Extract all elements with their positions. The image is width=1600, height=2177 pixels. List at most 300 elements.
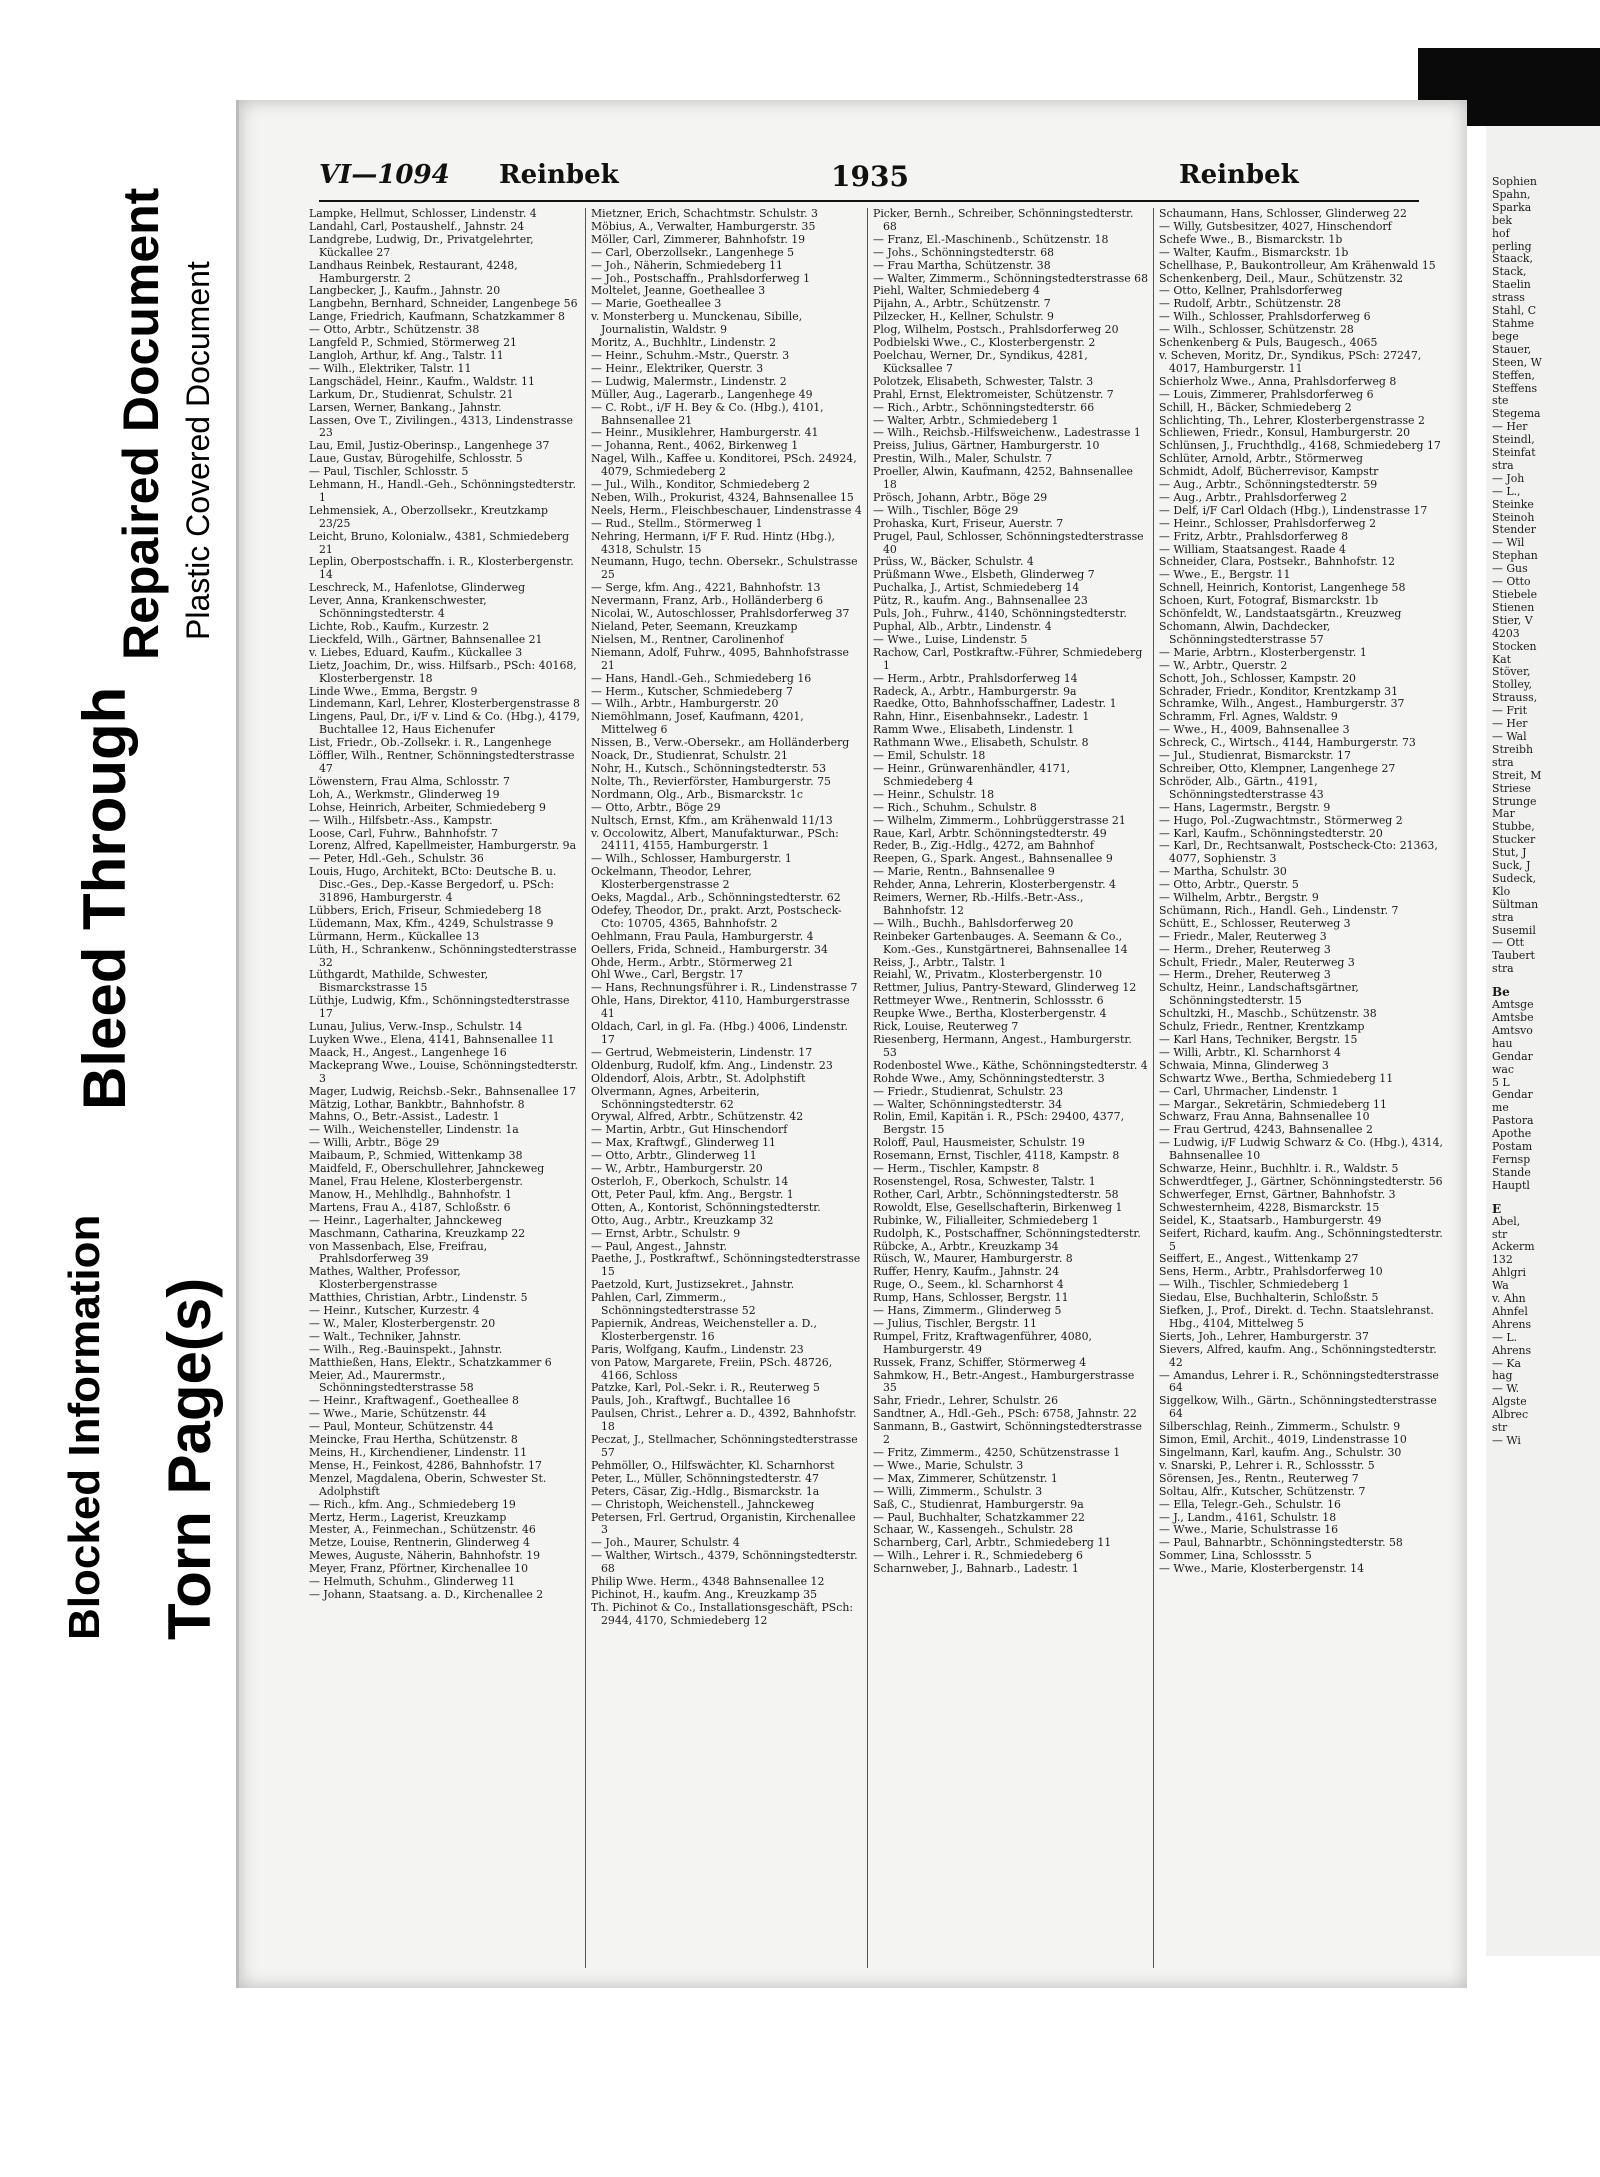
- directory-entry: — Wilh., Lehrer i. R., Schmiedeberg 6: [873, 1549, 1083, 1563]
- directory-entry: Simon, Emil, Archit., 4019, Lindenstrasse 10: [1159, 1433, 1407, 1447]
- next-page-entry: 4203: [1492, 626, 1520, 640]
- directory-entry: — Amandus, Lehrer i. R., Schönningstedterstrasse 64: [1159, 1368, 1439, 1395]
- directory-entry: — Hans, Zimmerm., Glinderweg 5: [873, 1304, 1062, 1318]
- directory-entry: — Wilh., Arbtr., Hamburgerstr. 20: [591, 697, 779, 711]
- next-page-entry: ste: [1492, 394, 1509, 408]
- directory-entry: Puls, Joh., Fuhrw., 4140, Schönningstedterstr.: [873, 607, 1127, 621]
- next-page-entry: Stut, J: [1492, 846, 1527, 860]
- directory-entry: Langfeld P., Schmied, Störmerweg 21: [309, 336, 517, 350]
- directory-entry: Schultzki, H., Maschb., Schützenstr. 38: [1159, 1007, 1377, 1021]
- directory-entry: — Hans, Handl.-Geh., Schmiedeberg 16: [591, 671, 812, 685]
- directory-entry: — Otto, Arbtr., Böge 29: [591, 800, 721, 814]
- directory-entry: — Joh., Näherin, Schmiedeberg 11: [591, 258, 783, 272]
- directory-entry: — Wwe., Luise, Lindenstr. 5: [873, 632, 1028, 646]
- directory-entry: — Johanna, Rent., 4062, Birkenweg 1: [591, 439, 799, 453]
- directory-entry: Leschreck, M., Hafenlotse, Glinderweg: [309, 581, 526, 595]
- next-page-entry: stra: [1492, 755, 1514, 769]
- directory-entry: Nultsch, Ernst, Kfm., am Krähenwald 11/13: [591, 813, 833, 827]
- directory-entry: Landahl, Carl, Postaushelf., Jahnstr. 24: [309, 219, 525, 233]
- directory-entry: Nicolai, W., Autoschlosser, Prahlsdorferweg 37: [591, 607, 850, 621]
- next-page-entry: Stauer,: [1492, 342, 1532, 356]
- next-page-entry: Striese: [1492, 781, 1532, 795]
- next-page-entry: Abel,: [1492, 1214, 1521, 1228]
- directory-entry: Oellers, Frida, Schneid., Hamburgerstr. 34: [591, 942, 828, 956]
- directory-entry: Noack, Dr., Studienrat, Schulstr. 21: [591, 749, 788, 763]
- directory-entry: Schwerfeger, Ernst, Gärtner, Bahnhofstr. 3: [1159, 1187, 1396, 1201]
- directory-entry: — Wilh., Elektriker, Talstr. 11: [309, 361, 472, 375]
- directory-entry: Moltelet, Jeanne, Goetheallee 3: [591, 284, 766, 298]
- directory-entry: — Otto, Arbtr., Schützenstr. 38: [309, 323, 480, 337]
- directory-entry: — Wilh., Hilfsbetr.-Ass., Kampstr.: [309, 813, 493, 827]
- directory-entry: Petersen, Frl. Gertrud, Organistin, Kirchenallee 3: [591, 1510, 856, 1537]
- directory-entry: Neben, Wilh., Prokurist, 4324, Bahnsenallee 15: [591, 490, 854, 504]
- next-page-entry: Apothe: [1492, 1127, 1532, 1141]
- directory-entry: — Wilh., Reichsb.-Hilfsweichenw., Ladestrasse 1: [873, 426, 1141, 440]
- directory-entry: Sens, Herm., Arbtr., Prahlsdorferweg 10: [1159, 1265, 1383, 1279]
- directory-entry: Schulz, Friedr., Rentner, Krentzkamp: [1159, 1020, 1365, 1034]
- directory-entry: — Wilh., Buchh., Bahlsdorferweg 20: [873, 916, 1074, 930]
- directory-column-3: [873, 208, 1149, 1968]
- directory-entry: — Herm., Dreher, Reuterweg 3: [1159, 942, 1331, 956]
- directory-entry: — Willi, Arbtr., Kl. Scharnhorst 4: [1159, 1045, 1341, 1059]
- next-page-entry: stra: [1492, 962, 1514, 976]
- directory-entry: von Massenbach, Else, Freifrau, Prahlsdorferweg 39: [309, 1239, 488, 1266]
- next-page-entry: stra: [1492, 458, 1514, 472]
- directory-entry: — Rich., Arbtr., Schönningstedterstr. 66: [873, 400, 1095, 414]
- directory-entry: Manow, H., Mehlhdlg., Bahnhofstr. 1: [309, 1187, 512, 1201]
- next-page-entry: Spahn,: [1492, 187, 1531, 201]
- directory-entry: Nielsen, M., Rentner, Carolinenhof: [591, 632, 784, 646]
- directory-entry: Rohde Wwe., Amy, Schönningstedterstr. 3: [873, 1071, 1105, 1085]
- directory-entry: Nissen, B., Verw.-Obersekr., am Holländerberg: [591, 736, 850, 750]
- directory-entry: — Jul., Studienrat, Bismarckstr. 17: [1159, 749, 1351, 763]
- next-page-entry: Staack,: [1492, 252, 1533, 266]
- directory-entry: Rüsch, W., Maurer, Hamburgerstr. 8: [873, 1252, 1073, 1266]
- directory-entry: Siggelkow, Wilh., Gärtn., Schönningstedterstrasse 64: [1159, 1394, 1437, 1421]
- column-divider: [585, 208, 586, 1968]
- directory-entry: Martens, Frau A., 4187, Schloßstr. 6: [309, 1200, 511, 1214]
- directory-entry: Lindemann, Karl, Lehrer, Klosterbergenstrasse 8: [309, 697, 580, 711]
- next-page-entry: Stöver,: [1492, 665, 1531, 679]
- next-page-entry: Stocken: [1492, 639, 1537, 653]
- directory-entry: Schütt, E., Schlosser, Reuterweg 3: [1159, 916, 1351, 930]
- directory-entry: Linde Wwe., Emma, Bergstr. 9: [309, 684, 478, 698]
- directory-entry: Rettmer, Julius, Pantry-Steward, Glinderweg 12: [873, 981, 1137, 995]
- directory-entry: Roloff, Paul, Hausmeister, Schulstr. 19: [873, 1136, 1085, 1150]
- directory-entry: — C. Robt., i/F H. Bey & Co. (Hbg.), 4101, Bahnsenallee 21: [591, 400, 824, 427]
- directory-entry: Piehl, Walter, Schmiedeberg 4: [873, 284, 1040, 298]
- directory-entry: Rehder, Anna, Lehrerin, Klosterbergenstr. 4: [873, 878, 1116, 892]
- bleed-through-label: Bleed Through: [71, 686, 138, 1110]
- directory-entry: — Wilhelm, Zimmerm., Lohbrüggerstrasse 21: [873, 813, 1126, 827]
- directory-entry: — Helmuth, Schuhm., Glinderweg 11: [309, 1575, 516, 1589]
- directory-entry: Lübbers, Erich, Friseur, Schmiedeberg 18: [309, 903, 542, 917]
- next-page-entry: wac: [1492, 1062, 1514, 1076]
- directory-entry: Rother, Carl, Arbtr., Schönningstedterstr. 58: [873, 1187, 1119, 1201]
- directory-entry: — Karl, Kaufm., Schönningstedterstr. 20: [1159, 826, 1383, 840]
- directory-entry: Lunau, Julius, Verw.-Insp., Schulstr. 14: [309, 1020, 523, 1034]
- directory-entry: Mertz, Herm., Lagerist, Kreuzkamp: [309, 1510, 507, 1524]
- directory-entry: Sommer, Lina, Schlossstr. 5: [1159, 1549, 1312, 1563]
- directory-entry: Soltau, Alfr., Kutscher, Schützenstr. 7: [1159, 1484, 1366, 1498]
- directory-entry: Mackeprang Wwe., Louise, Schönningstedterstr. 3: [309, 1058, 578, 1085]
- directory-entry: — Heinr., Schlosser, Prahlsdorferweg 2: [1159, 516, 1377, 530]
- directory-entry: Niemann, Adolf, Fuhrw., 4095, Bahnhofstrasse 21: [591, 645, 849, 672]
- next-page-entry: Stahme: [1492, 316, 1535, 330]
- directory-entry: Moritz, A., Buchhltr., Lindenstr. 2: [591, 336, 777, 350]
- next-page-entry: Be: [1492, 985, 1510, 1000]
- next-page-entry: Stolley,: [1492, 678, 1532, 692]
- directory-entry: Peczat, J., Stellmacher, Schönningstedterstrasse 57: [591, 1433, 858, 1459]
- next-page-entry: — Frit: [1492, 704, 1527, 718]
- directory-entry: — Louis, Zimmerer, Prahlsdorferweg 6: [1159, 387, 1374, 401]
- directory-entry: Rahn, Hinr., Eisenbahnsekr., Ladestr. 1: [873, 710, 1090, 724]
- directory-entry: Puphal, Alb., Arbtr., Lindenstr. 4: [873, 620, 1052, 633]
- directory-entry: Sahmkow, H., Betr.-Angest., Hamburgerstrasse 35: [873, 1368, 1135, 1395]
- directory-entry: Nieland, Peter, Seemann, Kreuzkamp: [591, 620, 798, 633]
- directory-entry: Olvermann, Agnes, Arbeiterin, Schönningstedterstr. 62: [591, 1084, 760, 1111]
- directory-entry: Schwarz, Frau Anna, Bahnsenallee 10: [1159, 1110, 1370, 1124]
- directory-entry: Maschmann, Catharina, Kreuzkamp 22: [309, 1226, 526, 1240]
- directory-entry: v. Scheven, Moritz, Dr., Syndikus, PSch: 27247, 4017, Hamburgerstr. 11: [1159, 348, 1422, 375]
- directory-entry: Ramm Wwe., Elisabeth, Lindenstr. 1: [873, 723, 1075, 737]
- directory-entry: — Walt., Techniker, Jahnstr.: [309, 1329, 462, 1343]
- directory-entry: — Wwe., H., 4009, Bahnsenallee 3: [1159, 723, 1350, 737]
- top-margin: [0, 0, 1600, 48]
- directory-entry: — Rich., kfm. Ang., Schmiedeberg 19: [309, 1497, 516, 1511]
- directory-entry: Louis, Hugo, Architekt, BCto: Deutsche B. u. Disc.-Ges., Dep.-Kasse Bergedorf, u. PSch: 31896, Hamburgerstr. 4: [309, 865, 557, 905]
- directory-entry: — Ludwig, i/F Ludwig Schwarz & Co. (Hbg.), 4314, Bahnsenallee 10: [1159, 1136, 1443, 1163]
- next-page-entry: Steen, W: [1492, 355, 1542, 369]
- next-page-entry: Mar: [1492, 807, 1515, 821]
- directory-entry: Maibaum, P., Schmied, Wittenkamp 38: [309, 1149, 523, 1163]
- next-page-entry: str: [1492, 1227, 1508, 1241]
- next-page-entry: — Wil: [1492, 536, 1525, 550]
- directory-column-1: [309, 208, 581, 1968]
- next-page-entry: — L.: [1492, 1330, 1518, 1344]
- header-year: 1935: [831, 160, 909, 193]
- directory-entry: Russek, Franz, Schiffer, Störmerweg 4: [873, 1355, 1087, 1369]
- next-page-entry: hof: [1492, 226, 1510, 240]
- blocked-information-label: Blocked Information: [60, 1214, 109, 1640]
- directory-entry: — Friedr., Studienrat, Schulstr. 23: [873, 1084, 1063, 1098]
- directory-entry: Schill, H., Bäcker, Schmiedeberg 2: [1159, 400, 1352, 414]
- directory-entry: Schierholz Wwe., Anna, Prahlsdorferweg 8: [1159, 374, 1397, 388]
- directory-entry: Lietz, Joachim, Dr., wiss. Hilfsarb., PSch: 40168, Klosterbergenstr. 18: [309, 658, 577, 685]
- directory-entry: Prüss, W., Bäcker, Schulstr. 4: [873, 555, 1034, 569]
- directory-entry: — Rud., Stellm., Störmerweg 1: [591, 516, 763, 530]
- directory-entry: Prugel, Paul, Schlosser, Schönningstedterstrasse 40: [873, 529, 1144, 556]
- directory-entry: Proeller, Alwin, Kaufmann, 4252, Bahnsenallee 18: [873, 465, 1133, 492]
- directory-entry: Rumpel, Fritz, Kraftwagenführer, 4080, Hamburgerstr. 49: [873, 1329, 1092, 1356]
- directory-entry: Loose, Carl, Fuhrw., Bahnhofstr. 7: [309, 826, 498, 840]
- directory-entry: Nohr, H., Kutsch., Schönningstedterstr. 53: [591, 761, 827, 775]
- directory-entry: — Heinr., Kraftwagenf., Goetheallee 8: [309, 1394, 519, 1408]
- directory-entry: — Herm., Dreher, Reuterweg 3: [1159, 968, 1331, 982]
- directory-entry: — Joh., Maurer, Schulstr. 4: [591, 1536, 740, 1550]
- directory-column-4: [1159, 208, 1445, 1968]
- directory-entry: Schaumann, Hans, Schlosser, Glinderweg 22: [1159, 208, 1407, 220]
- directory-entry: v. Monsterberg u. Munckenau, Sibille, Journalistin, Waldstr. 9: [591, 310, 803, 337]
- next-page-entry: Stucker: [1492, 833, 1536, 847]
- directory-entry: von Patow, Margarete, Freiin, PSch. 48726, 4166, Schloss: [591, 1355, 833, 1382]
- directory-entry: — Frau Gertrud, 4243, Bahnsenallee 2: [1159, 1123, 1373, 1137]
- directory-entry: — Marie, Arbtrn., Klosterbergenstr. 1: [1159, 645, 1367, 659]
- directory-entry: — Walter, Kaufm., Bismarckstr. 1b: [1159, 245, 1349, 259]
- directory-entry: Paetzold, Kurt, Justizsekret., Jahnstr.: [591, 1278, 795, 1292]
- next-page-entry: Stegema: [1492, 407, 1541, 421]
- directory-entry: — Fritz, Zimmerm., 4250, Schützenstrasse 1: [873, 1446, 1121, 1459]
- directory-entry: Saß, C., Studienrat, Hamburgerstr. 9a: [873, 1497, 1084, 1511]
- directory-entry: — Paul, Bahnarbtr., Schönningstedterstr. 58: [1159, 1536, 1403, 1550]
- directory-entry: Prohaska, Kurt, Friseur, Auerstr. 7: [873, 516, 1064, 530]
- directory-entry: Löwenstern, Frau Alma, Schlosstr. 7: [309, 774, 510, 788]
- column-divider: [1153, 208, 1154, 1968]
- directory-entry: Matthies, Christian, Arbtr., Lindenstr. 5: [309, 1291, 528, 1305]
- directory-entry: — Wwe., Marie, Schützenstr. 44: [309, 1407, 487, 1421]
- directory-entry: — Heinr., Elektriker, Querstr. 3: [591, 361, 764, 375]
- directory-entry: Langbecker, J., Kaufm., Jahnstr. 20: [309, 284, 501, 298]
- next-page-entry: Stephan: [1492, 549, 1538, 563]
- directory-entry: Schultz, Heinr., Landschaftsgärtner, Schönningstedterstr. 15: [1159, 981, 1359, 1008]
- directory-entry: Singelmann, Karl, kaufm. Ang., Schulstr. 30: [1159, 1446, 1402, 1459]
- directory-entry: Lüthje, Ludwig, Kfm., Schönningstedterstrasse 17: [309, 994, 570, 1021]
- directory-entry: Prestin, Wilh., Maler, Schulstr. 7: [873, 452, 1053, 466]
- directory-entry: Schliewen, Friedr., Konsul, Hamburgerstr. 20: [1159, 426, 1411, 440]
- directory-entry: Schmidt, Adolf, Bücherrevisor, Kampstr: [1159, 465, 1379, 479]
- directory-entry: Oehlmann, Frau Paula, Hamburgerstr. 4: [591, 929, 814, 943]
- next-page-entry: Staelin: [1492, 278, 1531, 292]
- directory-entry: Oeks, Magdal., Arb., Schönningstedterstr. 62: [591, 891, 841, 905]
- directory-entry: — Ella, Telegr.-Geh., Schulstr. 16: [1159, 1497, 1341, 1511]
- directory-entry: Philip Wwe. Herm., 4348 Bahnsenallee 12: [591, 1575, 825, 1589]
- directory-entry: — Wwe., Marie, Schulstr. 3: [873, 1458, 1024, 1472]
- directory-entry: — Herm., Kutscher, Schmiedeberg 7: [591, 684, 793, 698]
- plastic-covered-label: Plastic Covered Document: [180, 261, 216, 640]
- directory-entry: Lange, Friedrich, Kaufmann, Schatzkammer 8: [309, 310, 565, 324]
- directory-entry: — Wwe., E., Bergstr. 11: [1159, 568, 1291, 582]
- directory-entry: Scharnweber, J., Bahnarb., Ladestr. 1: [873, 1562, 1079, 1576]
- directory-entry: Lingens, Paul, Dr., i/F v. Lind & Co. (Hbg.), 4179, Buchtallee 12, Haus Eichenufer: [309, 710, 580, 737]
- directory-entry: Manel, Frau Helene, Klosterbergenstr.: [309, 1174, 523, 1188]
- directory-entry: — Wwe., Marie, Schulstrasse 16: [1159, 1523, 1339, 1537]
- directory-entry: — Paul, Tischler, Schlosstr. 5: [309, 465, 469, 479]
- directory-entry: Poelchau, Werner, Dr., Syndikus, 4281, Kücksallee 7: [873, 348, 1088, 375]
- next-page-entry: Steinfat: [1492, 446, 1536, 460]
- directory-entry: — Jul., Wilh., Konditor, Schmiedeberg 2: [591, 478, 810, 492]
- directory-entry: Pehmöller, O., Hilfswächter, Kl. Scharnhorst: [591, 1458, 835, 1472]
- directory-entry: Reiahl, W., Privatm., Klosterbergenstr. 10: [873, 968, 1103, 982]
- directory-entry: Pütz, R., kaufm. Ang., Bahnsenallee 23: [873, 594, 1088, 608]
- next-page-entry: — Her: [1492, 717, 1528, 731]
- next-page-entry: Ahrens: [1492, 1343, 1532, 1357]
- directory-entry: Rosenstengel, Rosa, Schwester, Talstr. 1: [873, 1174, 1096, 1188]
- directory-entry: Reepen, G., Spark. Angest., Bahnsenallee 9: [873, 852, 1113, 866]
- directory-entry: Lüdemann, Max, Kfm., 4249, Schulstrasse 9: [309, 916, 554, 930]
- directory-entry: Sörensen, Jes., Rentn., Reuterweg 7: [1159, 1471, 1359, 1485]
- directory-entry: Schellhase, P., Baukontrolleur, Am Krähenwald 15: [1159, 258, 1436, 272]
- directory-entry: Leplin, Oberpostschaffn. i. R., Klosterbergenstr. 14: [309, 555, 574, 582]
- directory-entry: — Walter, Zimmerm., Schönningstedterstrasse 68: [873, 271, 1149, 285]
- directory-entry: — Otto, Kellner, Prahlsdorferweg: [1159, 284, 1343, 298]
- directory-entry: — Marie, Rentn., Bahnsenallee 9: [873, 865, 1055, 879]
- directory-entry: Lau, Emil, Justiz-Oberinsp., Langenhege 37: [309, 439, 550, 453]
- directory-entry: Nevermann, Franz, Arb., Holländerberg 6: [591, 594, 824, 608]
- next-page-entry: Amtsbe: [1492, 1011, 1534, 1024]
- next-page-entry: Sophien: [1492, 175, 1537, 188]
- directory-entry: — Serge, kfm. Ang., 4221, Bahnhofstr. 13: [591, 581, 821, 595]
- directory-entry: — Otto, Arbtr., Glinderweg 11: [591, 1149, 757, 1163]
- next-page-column-fragment: [1492, 176, 1600, 1448]
- next-page-entry: Stubbe,: [1492, 820, 1535, 834]
- directory-entry: Schneider, Clara, Postsekr., Bahnhofstr. 12: [1159, 555, 1396, 569]
- directory-entry: Mester, A., Feinmechan., Schützenstr. 46: [309, 1523, 536, 1537]
- next-page-entry: Klo: [1492, 884, 1511, 898]
- directory-entry: Schlichting, Th., Lehrer, Klosterbergenstrasse 2: [1159, 413, 1425, 427]
- running-header: [319, 160, 1419, 202]
- directory-entry: Neels, Herm., Fleischbeschauer, Lindenstrasse 4: [591, 503, 862, 517]
- next-page-entry: Gendar: [1492, 1088, 1533, 1102]
- directory-entry: Paris, Wolfgang, Kaufm., Lindenstr. 23: [591, 1342, 804, 1356]
- directory-entry: Schröder, Alb., Gärtn., 4191, Schönningstedterstrasse 43: [1159, 774, 1324, 801]
- directory-entry: — Peter, Hdl.-Geh., Schulstr. 36: [309, 852, 484, 866]
- directory-entry: Lehmensiek, A., Oberzollsekr., Kreutzkamp 23/25: [309, 503, 548, 530]
- directory-entry: Mahns, O., Betr.-Assist., Ladestr. 1: [309, 1110, 500, 1124]
- directory-entry: — William, Staatsangest. Raade 4: [1159, 542, 1346, 556]
- directory-entry: Pijahn, A., Arbtr., Schützenstr. 7: [873, 297, 1051, 311]
- directory-entry: Rübcke, A., Arbtr., Kreuzkamp 34: [873, 1239, 1059, 1253]
- next-page-entry: Stiebele: [1492, 588, 1538, 601]
- next-page-entry: Stack,: [1492, 265, 1527, 279]
- directory-entry: Schnell, Heinrich, Kontorist, Langenhege 58: [1159, 581, 1406, 595]
- directory-entry: Ott, Peter Paul, kfm. Ang., Bergstr. 1: [591, 1187, 794, 1201]
- directory-entry: Laue, Gustav, Bürogehilfe, Schlosstr. 5: [309, 452, 523, 466]
- directory-entry: Schomann, Alwin, Dachdecker, Schönningstedterstrasse 57: [1159, 620, 1331, 646]
- next-page-entry: Stender: [1492, 523, 1536, 537]
- directory-entry: — Delf, i/F Carl Oldach (Hbg.), Lindenstrasse 17: [1159, 503, 1428, 517]
- directory-entry: — Herm., Tischler, Kampstr. 8: [873, 1162, 1040, 1176]
- directory-entry: Schefe Wwe., B., Bismarckstr. 1b: [1159, 232, 1343, 246]
- directory-entry: Rubinke, W., Filialleiter, Schmiedeberg 1: [873, 1213, 1099, 1227]
- directory-entry: Preiss, Julius, Gärtner, Hamburgerstr. 10: [873, 439, 1100, 453]
- directory-entry: Seidel, K., Staatsarb., Hamburgerstr. 49: [1159, 1213, 1382, 1227]
- directory-entry: Mathes, Walther, Professor, Klosterbergenstrasse: [309, 1265, 461, 1292]
- directory-entry: Rachow, Carl, Postkraftw.-Führer, Schmiedeberg 1: [873, 645, 1143, 672]
- directory-entry: Paethe, J., Postkraftwf., Schönningstedterstrasse 15: [591, 1252, 861, 1279]
- directory-entry: Rettmeyer Wwe., Rentnerin, Schlossstr. 6: [873, 994, 1104, 1008]
- next-page-entry: Gendar: [1492, 1049, 1533, 1063]
- directory-entry: Rolin, Emil, Kapitän i. R., PSch: 29400, 4377, Bergstr. 15: [873, 1110, 1125, 1137]
- directory-entry: Lieckfeld, Wilh., Gärtner, Bahnsenallee 21: [309, 632, 543, 646]
- directory-entry: Th. Pichinot & Co., Installationsgeschäft, PSch: 2944, 4170, Schmiedeberg 12: [591, 1600, 854, 1627]
- directory-entry: — Paul, Angest., Jahnstr.: [591, 1239, 728, 1253]
- directory-entry: Reder, B., Zig.-Hdlg., 4272, am Bahnhof: [873, 839, 1094, 853]
- column-divider: [867, 208, 868, 1968]
- directory-entry: Lehmann, H., Handl.-Geh., Schönningstedterstr. 1: [309, 478, 576, 504]
- next-page-entry: Steffens: [1492, 381, 1538, 395]
- directory-entry: — Carl, Uhrmacher, Lindenstr. 1: [1159, 1084, 1339, 1098]
- directory-entry: Rodenbostel Wwe., Käthe, Schönningstedterstr. 4: [873, 1058, 1148, 1072]
- directory-entry: Raedke, Otto, Bahnhofsschaffner, Ladestr. 1: [873, 697, 1117, 711]
- next-page-entry: Streibh: [1492, 742, 1533, 756]
- next-page-entry: Amtsvo: [1492, 1023, 1533, 1037]
- next-page-entry: Ahlgri: [1492, 1266, 1527, 1280]
- next-page-entry: 5 L: [1492, 1075, 1510, 1089]
- directory-entry: Ohle, Hans, Direktor, 4110, Hamburgerstrasse 41: [591, 994, 850, 1021]
- directory-entry: Schwartz Wwe., Bertha, Schmiedeberg 11: [1159, 1071, 1394, 1085]
- next-page-entry: Steinoh: [1492, 510, 1535, 524]
- directory-entry: Schramm, Frl. Agnes, Waldstr. 9: [1159, 710, 1338, 724]
- directory-entry: — Wilh., Reg.-Bauinspekt., Jahnstr.: [309, 1342, 503, 1356]
- next-page-edge: [1486, 126, 1600, 1956]
- directory-entry: Lüth, H., Schrankenw., Schönningstedterstrasse 32: [309, 942, 577, 969]
- directory-entry: Nehring, Hermann, i/F F. Rud. Hintz (Hbg.), 4318, Schulstr. 15: [591, 529, 836, 556]
- directory-entry: Reiss, J., Arbtr., Talstr. 1: [873, 955, 1007, 969]
- directory-entry: Müller, Aug., Lagerarb., Langenhege 49: [591, 387, 813, 401]
- directory-entry: Schreiber, Otto, Klempner, Langenhege 27: [1159, 761, 1396, 775]
- directory-entry: Meins, H., Kirchendiener, Lindenstr. 11: [309, 1446, 528, 1459]
- directory-entry: Reinbeker Gartenbauges. A. Seemann & Co., Kom.-Ges., Kunstgärtnerei, Bahnsenallee 14: [873, 929, 1128, 956]
- next-page-entry: Stahl, C: [1492, 304, 1537, 318]
- directory-entry: — Wilhelm, Arbtr., Bergstr. 9: [1159, 891, 1319, 905]
- directory-entry: Scharnberg, Carl, Arbtr., Schmiedeberg 11: [873, 1536, 1112, 1550]
- directory-entry: Neumann, Hugo, techn. Obersekr., Schulstrasse 25: [591, 555, 858, 582]
- directory-entry: Prösch, Johann, Arbtr., Böge 29: [873, 490, 1048, 504]
- directory-entry: Lüthgardt, Mathilde, Schwester, Bismarckstrasse 15: [309, 968, 489, 995]
- next-page-entry: Stande: [1492, 1165, 1531, 1179]
- next-page-entry: Streit, M: [1492, 768, 1542, 782]
- directory-entry: Mense, H., Feinkost, 4286, Bahnhofstr. 17: [309, 1458, 542, 1472]
- directory-entry: Siedau, Else, Buchhalterin, Schloßstr. 5: [1159, 1291, 1379, 1305]
- directory-entry: — Wilh., Weichensteller, Lindenstr. 1a: [309, 1123, 519, 1137]
- header-town-right: Reinbek: [1179, 160, 1299, 190]
- directory-entry: Landgrebe, Ludwig, Dr., Privatgelehrter, Kückallee 27: [309, 232, 534, 259]
- directory-entry: List, Friedr., Ob.-Zollsekr. i. R., Langenhege: [309, 736, 552, 750]
- directory-entry: Loh, A., Werkmstr., Glinderweg 19: [309, 787, 500, 801]
- directory-entry: Silberschlag, Reinh., Zimmerm., Schulstr. 9: [1159, 1420, 1401, 1434]
- next-page-entry: bege: [1492, 329, 1519, 343]
- next-page-entry: — Ka: [1492, 1356, 1521, 1370]
- directory-entry: Rick, Louise, Reuterweg 7: [873, 1020, 1019, 1034]
- directory-entry: — Friedr., Maler, Reuterweg 3: [1159, 929, 1327, 943]
- directory-entry: Langloh, Arthur, kf. Ang., Talstr. 11: [309, 348, 504, 362]
- next-page-entry: Wa: [1492, 1279, 1509, 1293]
- directory-entry: Meier, Ad., Maurermstr., Schönningstedterstrasse 58: [309, 1368, 474, 1395]
- directory-entry: — Gertrud, Webmeisterin, Lindenstr. 17: [591, 1045, 813, 1059]
- directory-entry: — Wilh., Tischler, Böge 29: [873, 503, 1019, 517]
- directory-entry: — Max, Zimmerer, Schützenstr. 1: [873, 1471, 1058, 1485]
- directory-entry: Schult, Friedr., Maler, Reuterweg 3: [1159, 955, 1355, 969]
- directory-entry: Pilzecker, H., Kellner, Schulstr. 9: [873, 310, 1054, 324]
- directory-entry: Peter, L., Müller, Schönningstedterstr. 47: [591, 1471, 819, 1485]
- directory-entry: Ockelmann, Theodor, Lehrer, Klosterbergenstrasse 2: [591, 865, 752, 892]
- directory-entry: — Ernst, Arbtr., Schulstr. 9: [591, 1226, 741, 1240]
- torn-pages-label: Torn Page(s): [156, 1277, 223, 1640]
- directory-entry: Puchalka, J., Artist, Schmiedeberg 14: [873, 581, 1080, 595]
- next-page-entry: Stienen: [1492, 600, 1535, 614]
- directory-entry: Nordmann, Olg., Arb., Bismarckstr. 1c: [591, 787, 803, 801]
- directory-entry: Paulsen, Christ., Lehrer a. D., 4392, Bahnhofstr. 18: [591, 1407, 857, 1434]
- directory-entry: Ohl Wwe., Carl, Bergstr. 17: [591, 968, 744, 982]
- directory-entry: — Walter, Arbtr., Schmiedeberg 1: [873, 413, 1059, 427]
- next-page-entry: v. Ahn: [1492, 1292, 1526, 1306]
- directory-entry: Metze, Louise, Rentnerin, Glinderweg 4: [309, 1536, 530, 1550]
- directory-entry: Meyer, Franz, Pförtner, Kirchenallee 10: [309, 1562, 529, 1576]
- directory-entry: Ohde, Herm., Arbtr., Störmerweg 21: [591, 955, 794, 969]
- directory-entry: — Heinr., Grünwarenhändler, 4171, Schmiedeberg 4: [873, 761, 1071, 788]
- directory-entry: Sievers, Alfred, kaufm. Ang., Schönningstedterstr. 42: [1159, 1342, 1437, 1369]
- directory-entry: Nolte, Th., Revierförster, Hamburgerstr. 75: [591, 774, 831, 788]
